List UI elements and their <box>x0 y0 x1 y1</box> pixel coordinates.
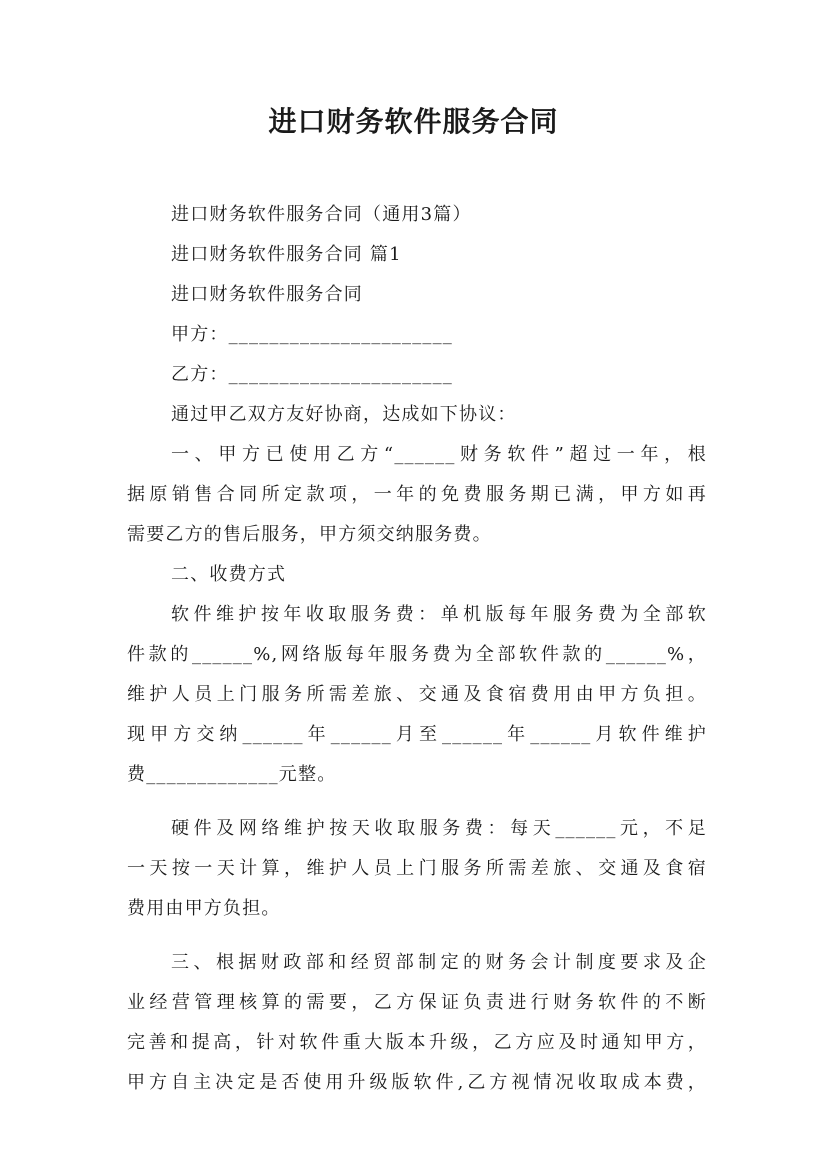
text-line: 业经营管理核算的需要，乙方保证负责进行财务软件的不断 <box>127 992 707 1013</box>
document-body <box>127 195 707 1103</box>
text-line: 进口财务软件服务合同 <box>171 284 363 305</box>
party-b-line: 乙方：______________________ <box>171 364 453 385</box>
text-line: 进口财务软件服务合同（通用3篇） <box>171 204 472 225</box>
text-line: 件款的______%,网络版每年服务费为全部软件款的______%， <box>127 644 707 665</box>
text-line: 硬件及网络维护按天收取服务费：每天______元，不足 <box>171 818 707 839</box>
text-line: 维护人员上门服务所需差旅、交通及食宿费用由甲方负担。 <box>127 684 707 705</box>
text-line: 通过甲乙双方友好协商，达成如下协议： <box>171 404 517 425</box>
text-line: 三、根据财政部和经贸部制定的财务会计制度要求及企 <box>171 952 707 973</box>
text-line: 软件维护按年收取服务费：单机版每年服务费为全部软 <box>171 604 707 625</box>
text-line: 费用由甲方负担。 <box>127 898 281 919</box>
document-title: 进口财务软件服务合同 <box>268 105 559 138</box>
text-line: 完善和提高，针对软件重大版本升级，乙方应及时通知甲方， <box>127 1032 707 1053</box>
section-heading: 二、收费方式 <box>171 564 287 585</box>
text-line: 需要乙方的售后服务，甲方须交纳服务费。 <box>127 524 492 545</box>
text-line: 现甲方交纳______年______月至______年______月软件维护 <box>127 724 707 745</box>
paragraph-gap <box>127 929 707 943</box>
text-line: 甲方自主决定是否使用升级版软件,乙方视情况收取成本费， <box>127 1072 707 1093</box>
paragraph-gap <box>127 795 707 809</box>
text-line: 一天按一天计算，维护人员上门服务所需差旅、交通及食宿 <box>127 858 707 879</box>
text-line: 一、甲方已使用乙方“______财务软件”超过一年，根 <box>171 444 707 465</box>
text-line: 费_____________元整。 <box>127 764 337 785</box>
text-line: 进口财务软件服务合同 篇1 <box>171 244 402 265</box>
text-line: 据原销售合同所定款项，一年的免费服务期已满，甲方如再 <box>127 484 707 505</box>
party-a-line: 甲方：______________________ <box>171 324 453 345</box>
